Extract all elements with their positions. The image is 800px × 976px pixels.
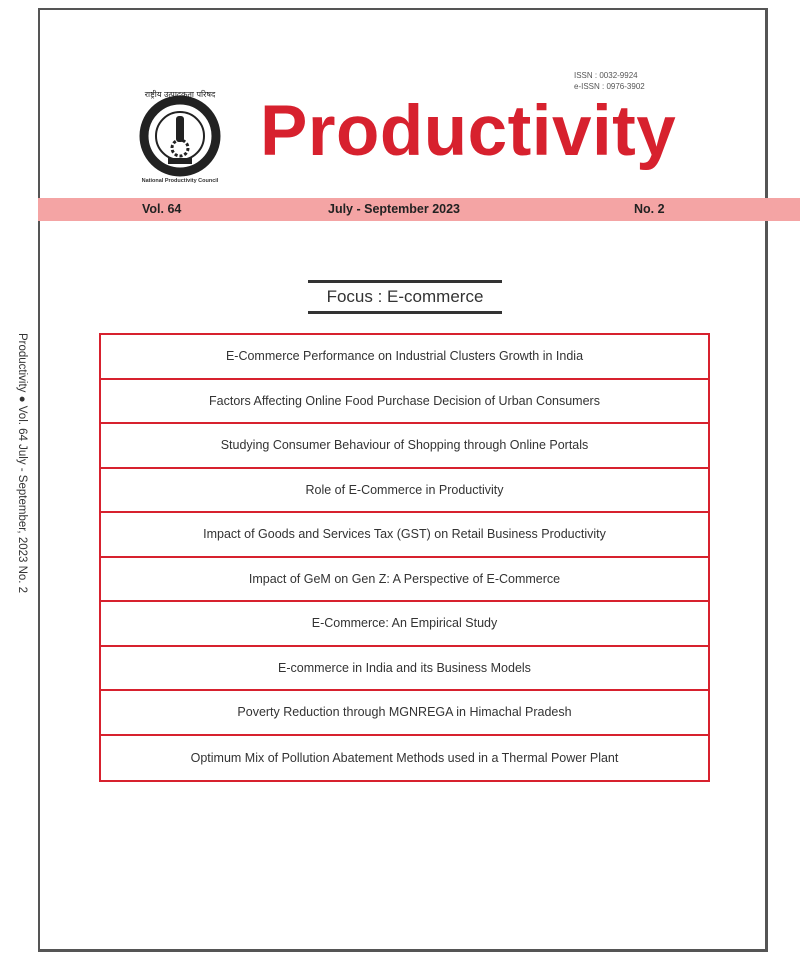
- article-title[interactable]: E-commerce in India and its Business Models: [101, 647, 708, 692]
- journal-title: Productivity: [260, 92, 677, 171]
- volume: Vol. 64: [142, 202, 182, 216]
- article-title[interactable]: Impact of Goods and Services Tax (GST) on Retail Business Productivity: [101, 513, 708, 558]
- article-title[interactable]: Optimum Mix of Pollution Abatement Methods used in a Thermal Power Plant: [190, 750, 619, 765]
- svg-text:राष्ट्रीय उत्पादकता परिषद: राष्ट्रीय उत्पादकता परिषद: [144, 90, 216, 99]
- issue-period: July - September 2023: [328, 202, 461, 216]
- article-title[interactable]: Role of E-Commerce in Productivity: [101, 469, 708, 514]
- issn: ISSN : 0032-9924: [574, 71, 638, 80]
- issn-block: [574, 70, 645, 92]
- spine: [8, 333, 28, 653]
- article-title[interactable]: Impact of GeM on Gen Z: A Perspective of E-Commerce: [101, 558, 708, 603]
- focus-heading: Focus : E-commerce: [308, 280, 502, 314]
- issue-number: No. 2: [634, 202, 665, 216]
- npc-logo: [118, 86, 242, 186]
- emblem-icon: [118, 86, 242, 178]
- publisher-name: National Productivity Council: [141, 178, 219, 184]
- article-title[interactable]: Poverty Reduction through MGNREGA in Himachal Pradesh: [101, 691, 708, 736]
- article-title[interactable]: Studying Consumer Behaviour of Shopping through Online Portals: [101, 424, 708, 469]
- article-title[interactable]: E-Commerce Performance on Industrial Clusters Growth in India: [101, 335, 708, 380]
- eissn: e-ISSN : 0976-3902: [574, 82, 645, 91]
- spine-text: Productivity ● Vol. 64 July - September, 2023 No. 2: [16, 333, 28, 594]
- article-title[interactable]: E-Commerce: An Empirical Study: [101, 602, 708, 647]
- contents-table: [99, 333, 710, 782]
- article-title[interactable]: Factors Affecting Online Food Purchase Decision of Urban Consumers: [101, 380, 708, 425]
- issue-band: [38, 198, 800, 221]
